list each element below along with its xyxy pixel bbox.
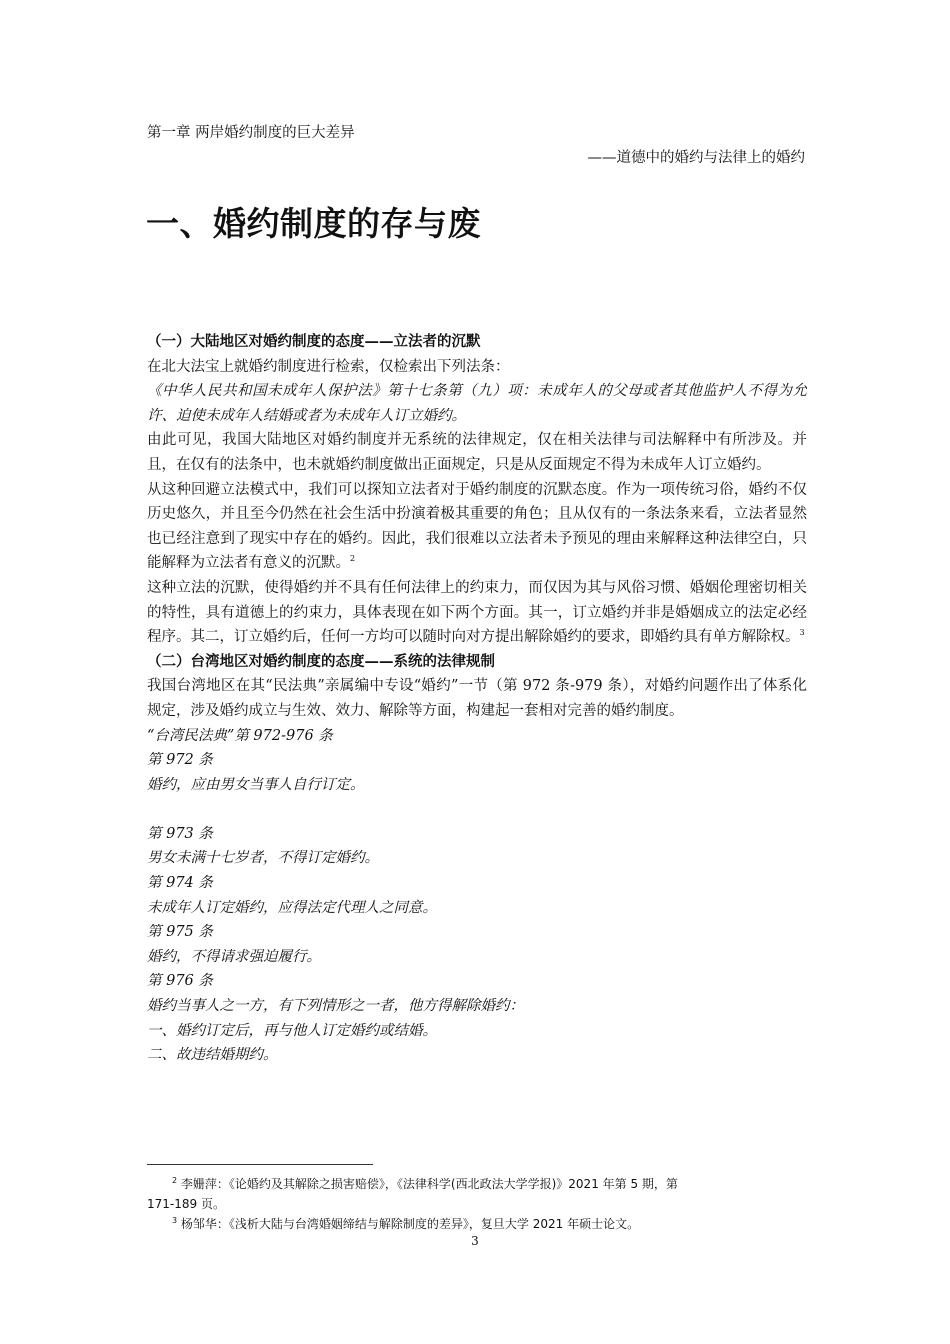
- footnote-ref-3[interactable]: 3: [799, 628, 805, 638]
- section1-paragraph-2: 由此可见，我国大陆地区对婚约制度并无系统的法律规定，仅在相关法律与司法解释中有所涉及。并且，在仅有的法条中，也未就婚约制度做出正面规定，只是从反面规定不得为未成年人订立婚约。: [147, 432, 807, 473]
- footnote-2-mark: 2: [172, 1176, 178, 1185]
- article-974-text: 未成年人订定婚约，应得法定代理人之同意。: [147, 899, 437, 916]
- footnote-separator: [147, 1164, 373, 1165]
- section1-paragraph-3: [147, 478, 807, 576]
- section1-law-quote: 《中华人民共和国未成年人保护法》第十七条第（九）项：未成年人的父母或者其他监护人不得为允许、迫使未成年人结婚或者为未成年人订立婚约。: [147, 383, 807, 424]
- article-976-item-1: 一、婚约订定后，再与他人订定婚约或结婚。: [147, 1022, 437, 1039]
- law-title: “台湾民法典”第 972-976 条: [147, 727, 333, 744]
- section1-paragraph-4-text: 这种立法的沉默，使得婚约并不具有任何法律上的约束力，而仅因为其与风俗习惯、婚姻伦理密切相关的特性，具有道德上的约束力，具体表现在如下两个方面。其一，订立婚约并非是婚姻成立的法定必经程序。其二，订立婚约后，任何一方均可以随时向对方提出解除婚约的要求，即婚约具有单方解除权。: [147, 579, 807, 646]
- article-976-item-2: 二、故违结婚期约。: [147, 1047, 278, 1064]
- footnote-2: [147, 1174, 807, 1194]
- page-number: 3: [471, 1234, 479, 1248]
- section1-heading: （一）大陆地区对婚约制度的态度——立法者的沉默: [147, 333, 481, 350]
- article-975-number: 第 975 条: [147, 924, 213, 941]
- footnote-3: [147, 1214, 807, 1234]
- section2-paragraph-1: 我国台湾地区在其“民法典”亲属编中专设“婚约”一节（第 972 条-979 条），对婚约问题作出了体系化规定，涉及婚约成立与生效、效力、解除等方面，构建起一套相对完善的婚约制度。: [147, 678, 807, 719]
- footnote-2-continuation: 171-189 页。: [147, 1197, 225, 1211]
- article-973-text: 男女未满十七岁者，不得订定婚约。: [147, 850, 379, 867]
- article-976-text: 婚约当事人之一方，有下列情形之一者，他方得解除婚约：: [147, 998, 524, 1015]
- footnote-2-text: 李姗萍：《论婚约及其解除之损害赔偿》，《法律科学(西北政法大学学报)》2021 年第 5 期，第: [180, 1177, 678, 1191]
- chapter-subtitle: ——道德中的婚约与法律上的婚约: [587, 150, 805, 166]
- article-974-number: 第 974 条: [147, 875, 213, 892]
- article-973-number: 第 973 条: [147, 825, 213, 842]
- main-heading: 一、婚约制度的存与废: [146, 204, 481, 243]
- footnote-3-mark: 3: [172, 1216, 178, 1225]
- section1-paragraph-3-text: 从这种回避立法模式中，我们可以探知立法者对于婚约制度的沉默态度。作为一项传统习俗，婚约不仅历史悠久，并且至今仍然在社会生活中扮演着极其重要的角色；且从仅有的一条法条来看，立法者显然也已经注意到了现实中存在的婚约。因此，我们很难以立法者未予预见的理由来解释这种法律空白，只能解释为立法者有意义的沉默。: [147, 481, 807, 572]
- chapter-title: 第一章 两岸婚约制度的巨大差异: [147, 125, 355, 141]
- footnote-3-text: 杨邹华：《浅析大陆与台湾婚姻缔结与解除制度的差异》，复旦大学 2021 年硕士论文。: [180, 1217, 640, 1231]
- article-972-number: 第 972 条: [147, 752, 213, 769]
- section1-paragraph-1: 在北大法宝上就婚约制度进行检索，仅检索出下列法条：: [147, 358, 510, 375]
- article-976-number: 第 976 条: [147, 973, 213, 990]
- body-text: [147, 330, 807, 1068]
- blank-line: [147, 797, 807, 822]
- article-972-text: 婚约，应由男女当事人自行订定。: [147, 776, 365, 793]
- section1-paragraph-4: [147, 576, 807, 650]
- article-975-text: 婚约，不得请求强迫履行。: [147, 948, 321, 965]
- footnote-ref-2[interactable]: 2: [350, 554, 356, 564]
- section2-heading: （二）台湾地区对婚约制度的态度——系统的法律规制: [147, 652, 495, 670]
- footnotes: [147, 1174, 807, 1234]
